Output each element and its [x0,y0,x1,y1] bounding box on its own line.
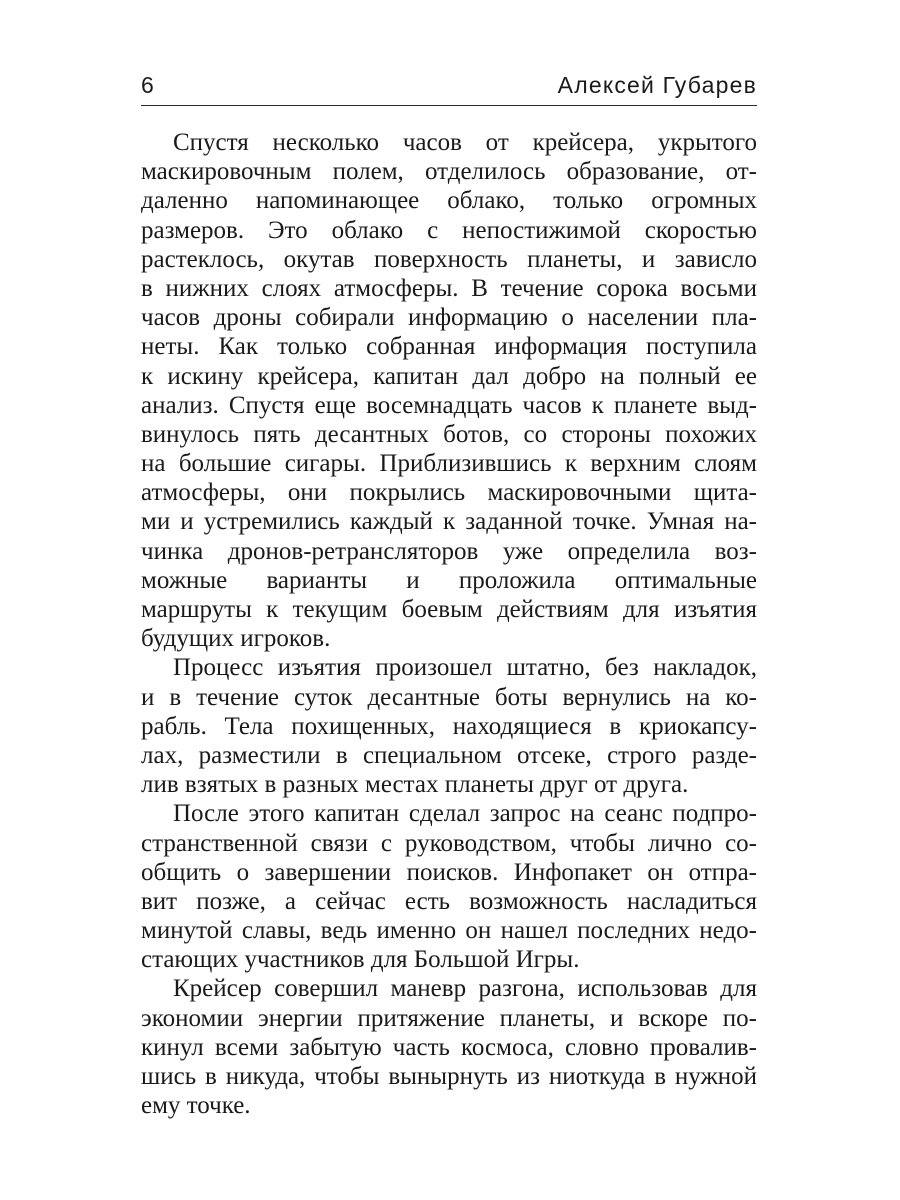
text-line: экономии энергии притяжение планеты, и вскоре по- [141,1004,757,1032]
page-number: 6 [141,72,155,98]
text-line: Спустя несколько часов от крейсера, укрытого [173,129,757,156]
text-line: чинка дронов-ретрансляторов уже определила воз- [141,537,757,565]
body-text [141,128,757,1120]
text-line: минутой славы, ведь именно он нашел последних недо- [141,917,757,945]
text-line: можные варианты и проложила оптимальные [141,566,757,594]
author-name: Алексей Губарев [557,72,757,98]
paragraph [141,974,757,1120]
text-line: общить о завершении поисков. Инфопакет он отпра- [141,858,757,886]
text-line: вит позже, а сейчас есть возможность насладиться [141,887,757,915]
text-line: к искину крейсера, капитан дал добро на полный ее [141,362,757,390]
text-line: размеров. Это облако с непостижимой скоростью [141,216,757,244]
text-line: в нижних слоях атмосферы. В течение сорока восьми [141,274,757,302]
text-line: странственной связи с руководством, чтобы лично со- [141,829,757,857]
text-line: лах, разместили в специальном отсеке, строго разде- [141,741,757,769]
text-line: даленно напоминающее облако, только огромных [141,187,757,215]
text-line: Крейсер совершил маневр разгона, использовав для [173,975,757,1003]
running-header [141,64,757,104]
text-line: ему точке. [141,1092,251,1120]
text-line: на большие сигары. Приблизившись к верхним слоям [141,450,757,478]
text-line: шись в никуда, чтобы вынырнуть из ниоткуда в нужной [141,1063,757,1090]
text-line: и в течение суток десантные боты вернулись на ко- [141,683,757,711]
text-line: растеклось, окутав поверхность планеты, и зависло [141,245,757,273]
text-line: После этого капитан сделал запрос на сеанс подпро- [173,800,757,828]
paragraph [141,653,757,799]
header-divider [141,105,757,106]
text-line: будущих игроков. [141,625,331,653]
text-line: Процесс изъятия произошел штатно, без накладок, [173,654,757,682]
paragraph [141,128,757,653]
text-line: часов дроны собирали информацию о населении пла- [141,304,757,332]
text-line: рабль. Тела похищенных, находящиеся в криокапсу- [141,712,757,740]
text-line: лив взятых в разных местах планеты друг от друга. [141,771,689,799]
paragraph [141,799,757,974]
text-line: атмосферы, они покрылись маскировочными щита- [141,479,757,507]
text-line: маршруты к текущим боевым действиям для изъятия [141,596,757,623]
text-line: неты. Как только собранная информация поступила [141,333,757,361]
text-line: винулось пять десантных ботов, со стороны похожих [141,420,757,448]
text-line: стающих участников для Большой Игры. [141,946,580,974]
text-line: анализ. Спустя еще восемнадцать часов к планете выд- [141,391,757,419]
text-line: маскировочным полем, отделилось образование, от- [141,158,757,186]
text-line: кинул всеми забытую часть космоса, словно провалив- [141,1033,757,1061]
text-line: ми и устремились каждый к заданной точке. Умная на- [141,508,757,536]
